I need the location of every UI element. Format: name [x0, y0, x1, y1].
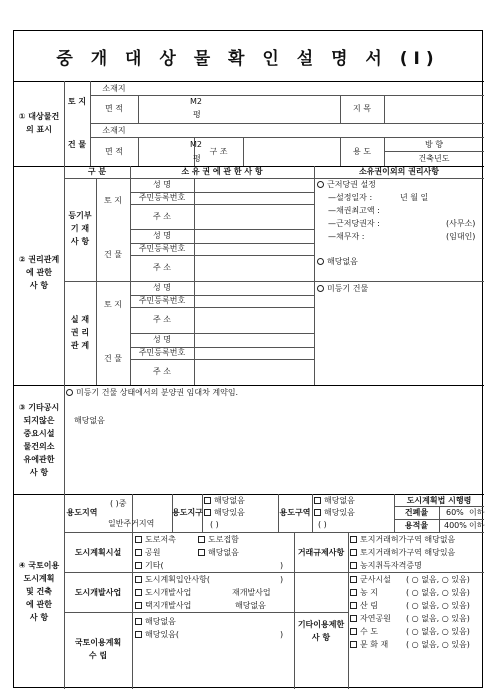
act-bld-addr: 주 소	[153, 367, 171, 376]
building-label: 건 물	[67, 140, 87, 149]
land-label: 토 지	[67, 97, 87, 106]
forest-choice[interactable]: ( ○ 없음, ○ 있음)	[406, 601, 470, 610]
nature-choice[interactable]: ( ○ 없음, ○ 있음)	[406, 614, 470, 623]
checkbox-icon	[314, 497, 321, 504]
sec4-label: ④ 국토이용 도시계획 및 건축 에 관한 사 항	[18, 561, 60, 622]
document-page	[13, 30, 483, 688]
section-none[interactable]: 해당없음	[314, 496, 355, 506]
unregistered-option[interactable]: 미등기 건물	[317, 284, 368, 294]
checkbox-icon	[135, 536, 142, 543]
act-land-addr: 주 소	[153, 315, 171, 324]
mil-option[interactable]: 군사시설	[350, 575, 391, 585]
building-area-label: 면 적	[105, 147, 123, 156]
dev-opt-2b: 재개발사업	[232, 588, 271, 597]
checkbox-icon	[350, 615, 357, 622]
forest-option[interactable]: 산 림	[350, 601, 378, 611]
cultural-choice[interactable]: ( ○ 없음, ○ 있음)	[406, 640, 470, 649]
zone-value: 일반주거지역	[108, 519, 155, 528]
reg-land-name: 성 명	[153, 180, 171, 189]
none-option[interactable]: 해당없음	[317, 257, 358, 267]
plan-yes-close: )	[280, 630, 284, 639]
jimok-label: 지 목	[353, 104, 371, 113]
act-bld-name: 성 명	[153, 335, 171, 344]
plan-yes[interactable]: 해당있음(	[135, 630, 179, 640]
plan-label: 국토이용계획 수 립	[74, 638, 122, 660]
coverage-below: 이하	[469, 508, 485, 517]
checkbox-icon	[314, 509, 321, 516]
dev-opt-2[interactable]: 도시개발사업	[135, 588, 191, 598]
coverage-label: 건폐율	[404, 508, 429, 517]
reg-land-addr: 주 소	[153, 212, 171, 221]
building-location-label: 소재지	[102, 126, 126, 135]
structure-label: 구 조	[209, 147, 228, 156]
act-land-rrn: 주민등록번호	[138, 296, 186, 305]
checkbox-icon	[350, 549, 357, 556]
limit-title: 도시계획법 시행령	[406, 496, 472, 505]
nature-option[interactable]: 자연공원	[350, 614, 391, 624]
checkbox-icon	[135, 549, 142, 556]
document-title: 중 개 대 상 물 확 인 설 명 서 (I)	[56, 48, 440, 69]
act-building-label: 건 물	[104, 354, 122, 363]
far-value: 400%	[444, 521, 467, 530]
far-label: 용적율	[404, 521, 429, 530]
zone-paren: ( )중	[110, 499, 127, 508]
checkbox-icon	[135, 576, 142, 583]
checkbox-icon	[135, 618, 142, 625]
farm-choice[interactable]: ( ○ 없음, ○ 있음)	[406, 588, 470, 597]
facility-label: 도시계획시설	[74, 548, 122, 557]
set-date-units: 년 월 일	[400, 193, 429, 202]
ownership-header: 소 유 권 에 관 한 사 항	[181, 167, 263, 176]
max-claim-label: —채권최고액 :	[328, 206, 380, 215]
checkbox-icon	[135, 562, 142, 569]
coverage-value: 60%	[446, 508, 464, 517]
act-land-label: 토 지	[104, 300, 122, 309]
district-paren: ( )	[210, 520, 219, 529]
section-yes[interactable]: 해당있음	[314, 508, 355, 518]
gubun-header: 구 분	[87, 167, 107, 176]
checkbox-icon	[204, 497, 211, 504]
etc-label: 기타이용제한 사 항	[297, 620, 345, 642]
registry-label: 등기부 기 재 사 항	[68, 211, 92, 246]
radio-circle-icon	[66, 389, 73, 396]
checkbox-icon	[198, 549, 205, 556]
checkbox-icon	[350, 576, 357, 583]
land-pyeong: 평	[193, 110, 201, 119]
land-m2: M2	[190, 97, 202, 106]
park-option[interactable]: 공원	[135, 548, 160, 558]
sec1-label: ① 대상물건 의 표시	[18, 112, 60, 134]
reg-bld-addr: 주 소	[153, 263, 171, 272]
checkbox-icon	[204, 509, 211, 516]
sec3-note: 미등기 건물 상태에서의 분양권 임대차 계약임.	[66, 388, 238, 398]
reg-land-rrn: 주민등록번호	[138, 193, 186, 202]
section-paren: ( )	[318, 520, 327, 529]
dev-opt-none: 해당없음	[235, 601, 266, 610]
mil-choice[interactable]: ( ○ 없음, ○ 있음)	[406, 575, 470, 584]
checkbox-icon	[350, 536, 357, 543]
checkbox-icon	[350, 641, 357, 648]
radio-circle-icon	[317, 258, 324, 265]
checkbox-icon	[350, 628, 357, 635]
water-choice[interactable]: ( ○ 없음, ○ 있음)	[406, 627, 470, 636]
checkbox-icon	[135, 589, 142, 596]
trade-opt-2[interactable]: 토지거래허가구역 해당있음	[350, 548, 455, 558]
reg-building-label: 건 물	[104, 250, 122, 259]
plan-none[interactable]: 해당없음	[135, 617, 176, 627]
trade-opt-3[interactable]: 농지취득자격증명	[350, 561, 422, 571]
actual-label: 실 재 권 리 관 계	[70, 315, 90, 350]
debtor-note: (임대인)	[446, 232, 476, 241]
building-pyeong: 평	[193, 154, 201, 163]
trade-opt-1[interactable]: 토지거래허가구역 해당없음	[350, 535, 455, 545]
dev-opt-3[interactable]: 택지개발사업	[135, 601, 191, 611]
zone-area-label: 용도지역	[66, 508, 98, 517]
use-label: 용 도	[353, 147, 371, 156]
building-m2: M2	[190, 140, 202, 149]
debtor-label: —채무자 :	[328, 232, 365, 241]
sec3-none: 해당없음	[74, 416, 105, 425]
other-rights-header: 소유권이외의 권리사항	[358, 167, 440, 176]
road-adj-option[interactable]: 도로저촉	[135, 535, 176, 545]
reg-bld-name: 성 명	[153, 231, 171, 240]
land-area-label: 면 적	[105, 104, 123, 113]
farm-option[interactable]: 농 지	[350, 588, 378, 598]
holder-note: (사무소)	[446, 219, 476, 228]
act-land-name: 성 명	[153, 283, 171, 292]
dev-label: 도시개발사업	[74, 588, 122, 597]
radio-circle-icon	[317, 285, 324, 292]
land-location-label: 소재지	[102, 84, 126, 93]
sec2-label: ② 권리관계 에 관한 사 항	[18, 255, 60, 290]
holder-label: —근저당권자 :	[328, 219, 380, 228]
facility-none-option[interactable]: 해당없음	[198, 548, 239, 558]
radio-circle-icon	[317, 181, 324, 188]
water-option[interactable]: 수 도	[350, 627, 378, 637]
sec3-label: ③ 기타공시 되지않은 중요시설 물건의소 유에관한 사 항	[18, 403, 60, 477]
road-touch-option[interactable]: 도로접함	[198, 535, 239, 545]
cultural-option[interactable]: 문 화 재	[350, 640, 388, 650]
checkbox-icon	[350, 589, 357, 596]
mortgage-option[interactable]: 근저당권 설정	[317, 180, 376, 190]
checkbox-icon	[135, 631, 142, 638]
far-below: 이하	[469, 521, 485, 530]
checkbox-icon	[350, 562, 357, 569]
trade-label: 거래규제사항	[297, 548, 345, 557]
facility-other-option[interactable]: 기타(	[135, 561, 164, 571]
district-yes[interactable]: 해당있음	[204, 508, 245, 518]
set-date-label: —설정일자 :	[328, 193, 373, 202]
dev-opt-1[interactable]: 도시계획입안사항(	[135, 575, 210, 585]
checkbox-icon	[198, 536, 205, 543]
act-bld-rrn: 주민등록번호	[138, 348, 186, 357]
dev-opt-1-close: )	[280, 575, 284, 584]
year-label: 건축년도	[418, 154, 450, 163]
checkbox-icon	[135, 602, 142, 609]
district-none[interactable]: 해당없음	[204, 496, 245, 506]
zone-district-label: 용도지구	[172, 508, 203, 517]
zone-section-label: 용도구역	[279, 508, 311, 517]
checkbox-icon	[350, 602, 357, 609]
facility-other-close: )	[280, 561, 284, 570]
reg-bld-rrn: 주민등록번호	[138, 244, 186, 253]
direction-label: 방 향	[425, 140, 443, 149]
reg-land-label: 토 지	[104, 196, 122, 205]
